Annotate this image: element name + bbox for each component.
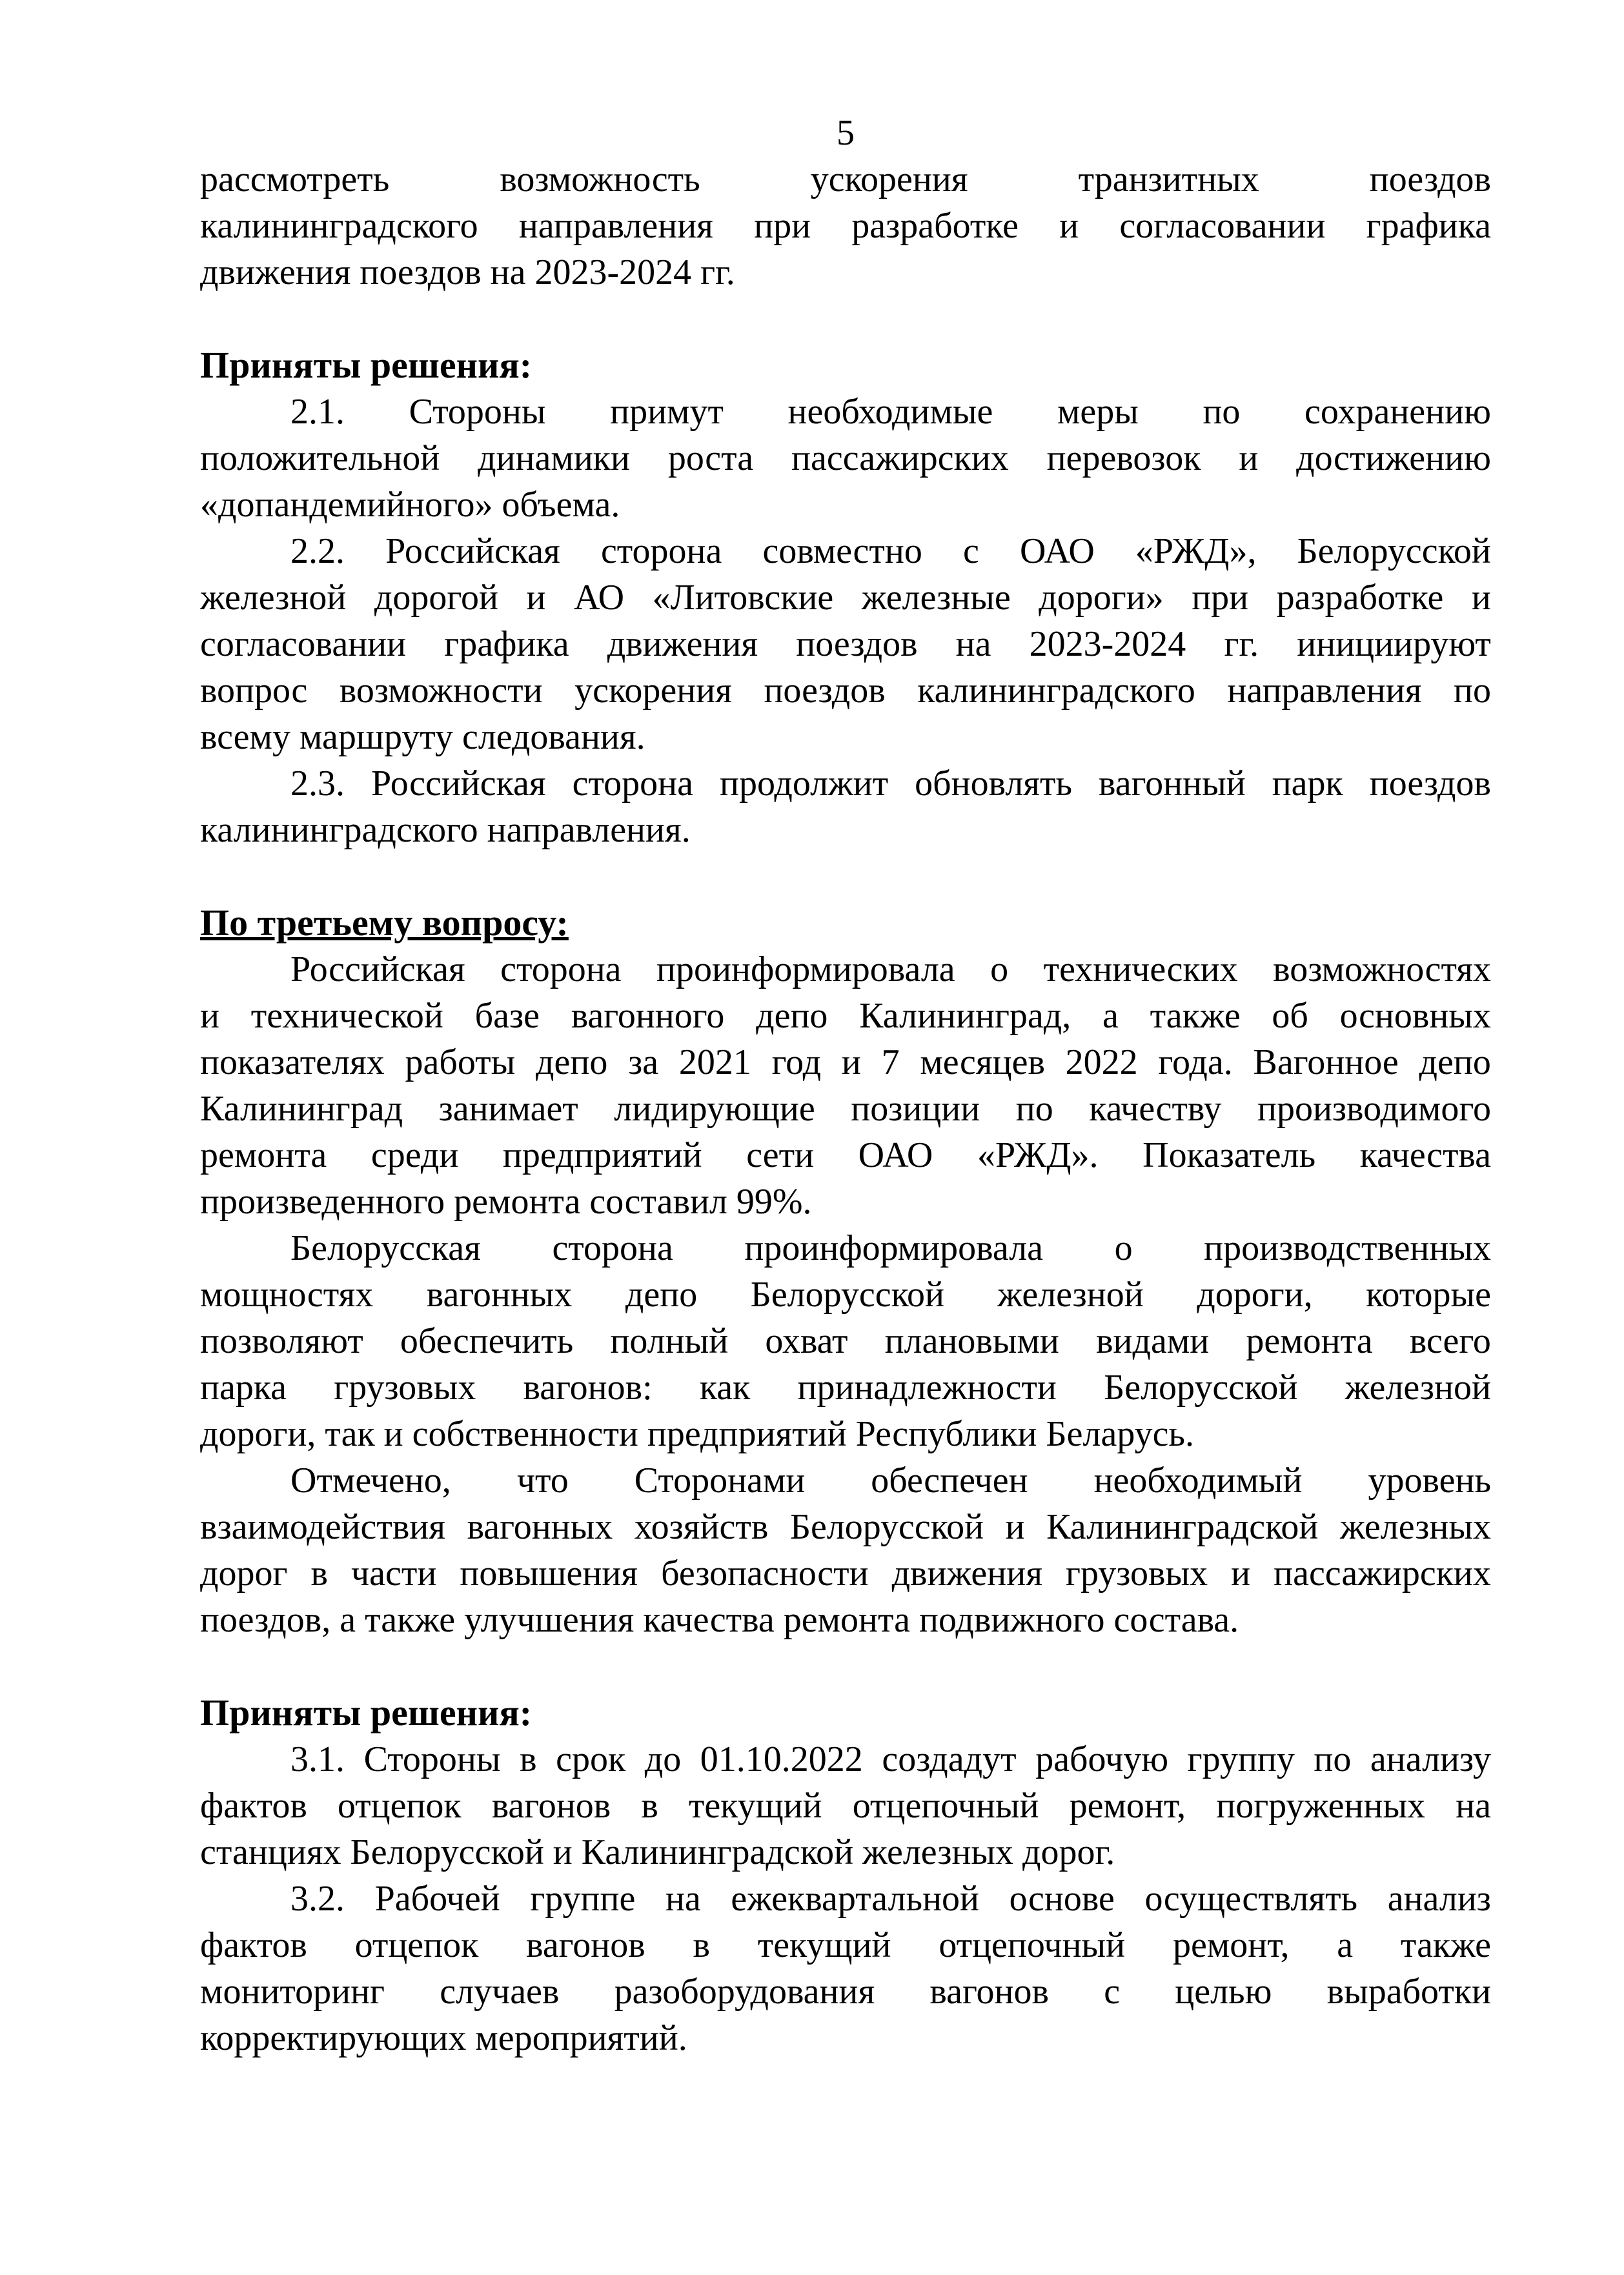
text-line: мониторинг случаев разоборудования вагонов с целью выработки [200, 1972, 1491, 2012]
text-line: Калининград занимает лидирующие позиции по качеству производимого [200, 1089, 1491, 1129]
text-line: «допандемийного» объема. [200, 485, 620, 525]
paragraph [200, 1736, 1491, 1876]
text-line: 3.1. Стороны в срок до 01.10.2022 создадут рабочую группу по анализу [290, 1739, 1491, 1779]
section-heading-text: Приняты решения: [200, 1692, 533, 1734]
paragraph [200, 1457, 1491, 1643]
text-line: дорог в части повышения безопасности движения грузовых и пассажирских [200, 1553, 1491, 1593]
page-number: 5 [837, 113, 855, 153]
text-line: 2.3. Российская сторона продолжит обновлять вагонный парк поездов [290, 763, 1491, 804]
text-line: согласовании графика движения поездов на 2023-2024 гг. инициируют [200, 624, 1491, 664]
paragraph [200, 1876, 1491, 2061]
text-line: мощностях вагонных депо Белорусской железной дороги, которые [200, 1275, 1491, 1315]
paragraph [200, 946, 1491, 1225]
text-line: железной дорогой и АО «Литовские железные дороги» при разработке и [200, 578, 1491, 618]
text-line: показателях работы депо за 2021 год и 7 месяцев 2022 года. Вагонное депо [200, 1042, 1491, 1082]
paragraph [200, 1225, 1491, 1457]
text-line: Российская сторона проинформировала о технических возможностях [290, 949, 1491, 989]
text-line: фактов отцепок вагонов в текущий отцепочный ремонт, погруженных на [200, 1786, 1491, 1826]
text-line: парка грузовых вагонов: как принадлежности Белорусской железной [200, 1368, 1491, 1408]
text-line: и технической базе вагонного депо Калининград, а также об основных [200, 996, 1491, 1036]
text-line: поездов, а также улучшения качества ремонта подвижного состава. [200, 1600, 1239, 1640]
paragraph [200, 389, 1491, 528]
text-line: станциях Белорусской и Калининградской железных дорог. [200, 1832, 1115, 1872]
text-line: калининградского направления. [200, 810, 691, 850]
text-line: Отмечено, что Сторонами обеспечен необходимый уровень [290, 1461, 1491, 1501]
section-heading-text: Приняты решения: [200, 344, 533, 386]
text-line: 2.2. Российская сторона совместно с ОАО «РЖД», Белорусской [290, 531, 1491, 571]
text-line: ремонта среди предприятий сети ОАО «РЖД». Показатель качества [200, 1135, 1491, 1175]
text-line: 3.2. Рабочей группе на ежеквартальной основе осуществлять анализ [290, 1879, 1491, 1919]
text-line: взаимодействия вагонных хозяйств Белорусской и Калининградской железных [200, 1507, 1491, 1547]
paragraph [200, 760, 1491, 853]
text-line: вопрос возможности ускорения поездов калининградского направления по [200, 671, 1491, 711]
text-line: корректирующих мероприятий. [200, 2018, 687, 2058]
text-line: произведенного ремонта составил 99%. [200, 1182, 812, 1222]
text-line: калининградского направления при разработке и согласовании графика [200, 206, 1491, 246]
section-heading [200, 900, 1491, 946]
paragraph [200, 156, 1491, 296]
text-line: 2.1. Стороны примут необходимые меры по сохранению [290, 392, 1491, 432]
text-line: Белорусская сторона проинформировала о производственных [290, 1228, 1491, 1268]
text-line: дороги, так и собственности предприятий Республики Беларусь. [200, 1414, 1194, 1454]
text-column [200, 110, 1491, 2061]
text-line: положительной динамики роста пассажирских перевозок и достижению [200, 438, 1491, 478]
section-heading [200, 342, 1491, 389]
text-line: рассмотреть возможность ускорения транзитных поездов [200, 159, 1491, 199]
text-line: всему маршруту следования. [200, 717, 645, 757]
paragraph [200, 528, 1491, 760]
text-line: позволяют обеспечить полный охват плановыми видами ремонта всего [200, 1321, 1491, 1361]
section-heading [200, 1690, 1491, 1736]
text-line: фактов отцепок вагонов в текущий отцепочный ремонт, а также [200, 1925, 1491, 1965]
text-line: движения поездов на 2023-2024 гг. [200, 252, 735, 292]
section-heading-text: По третьему вопросу: [200, 902, 569, 944]
document-body [200, 156, 1491, 2061]
